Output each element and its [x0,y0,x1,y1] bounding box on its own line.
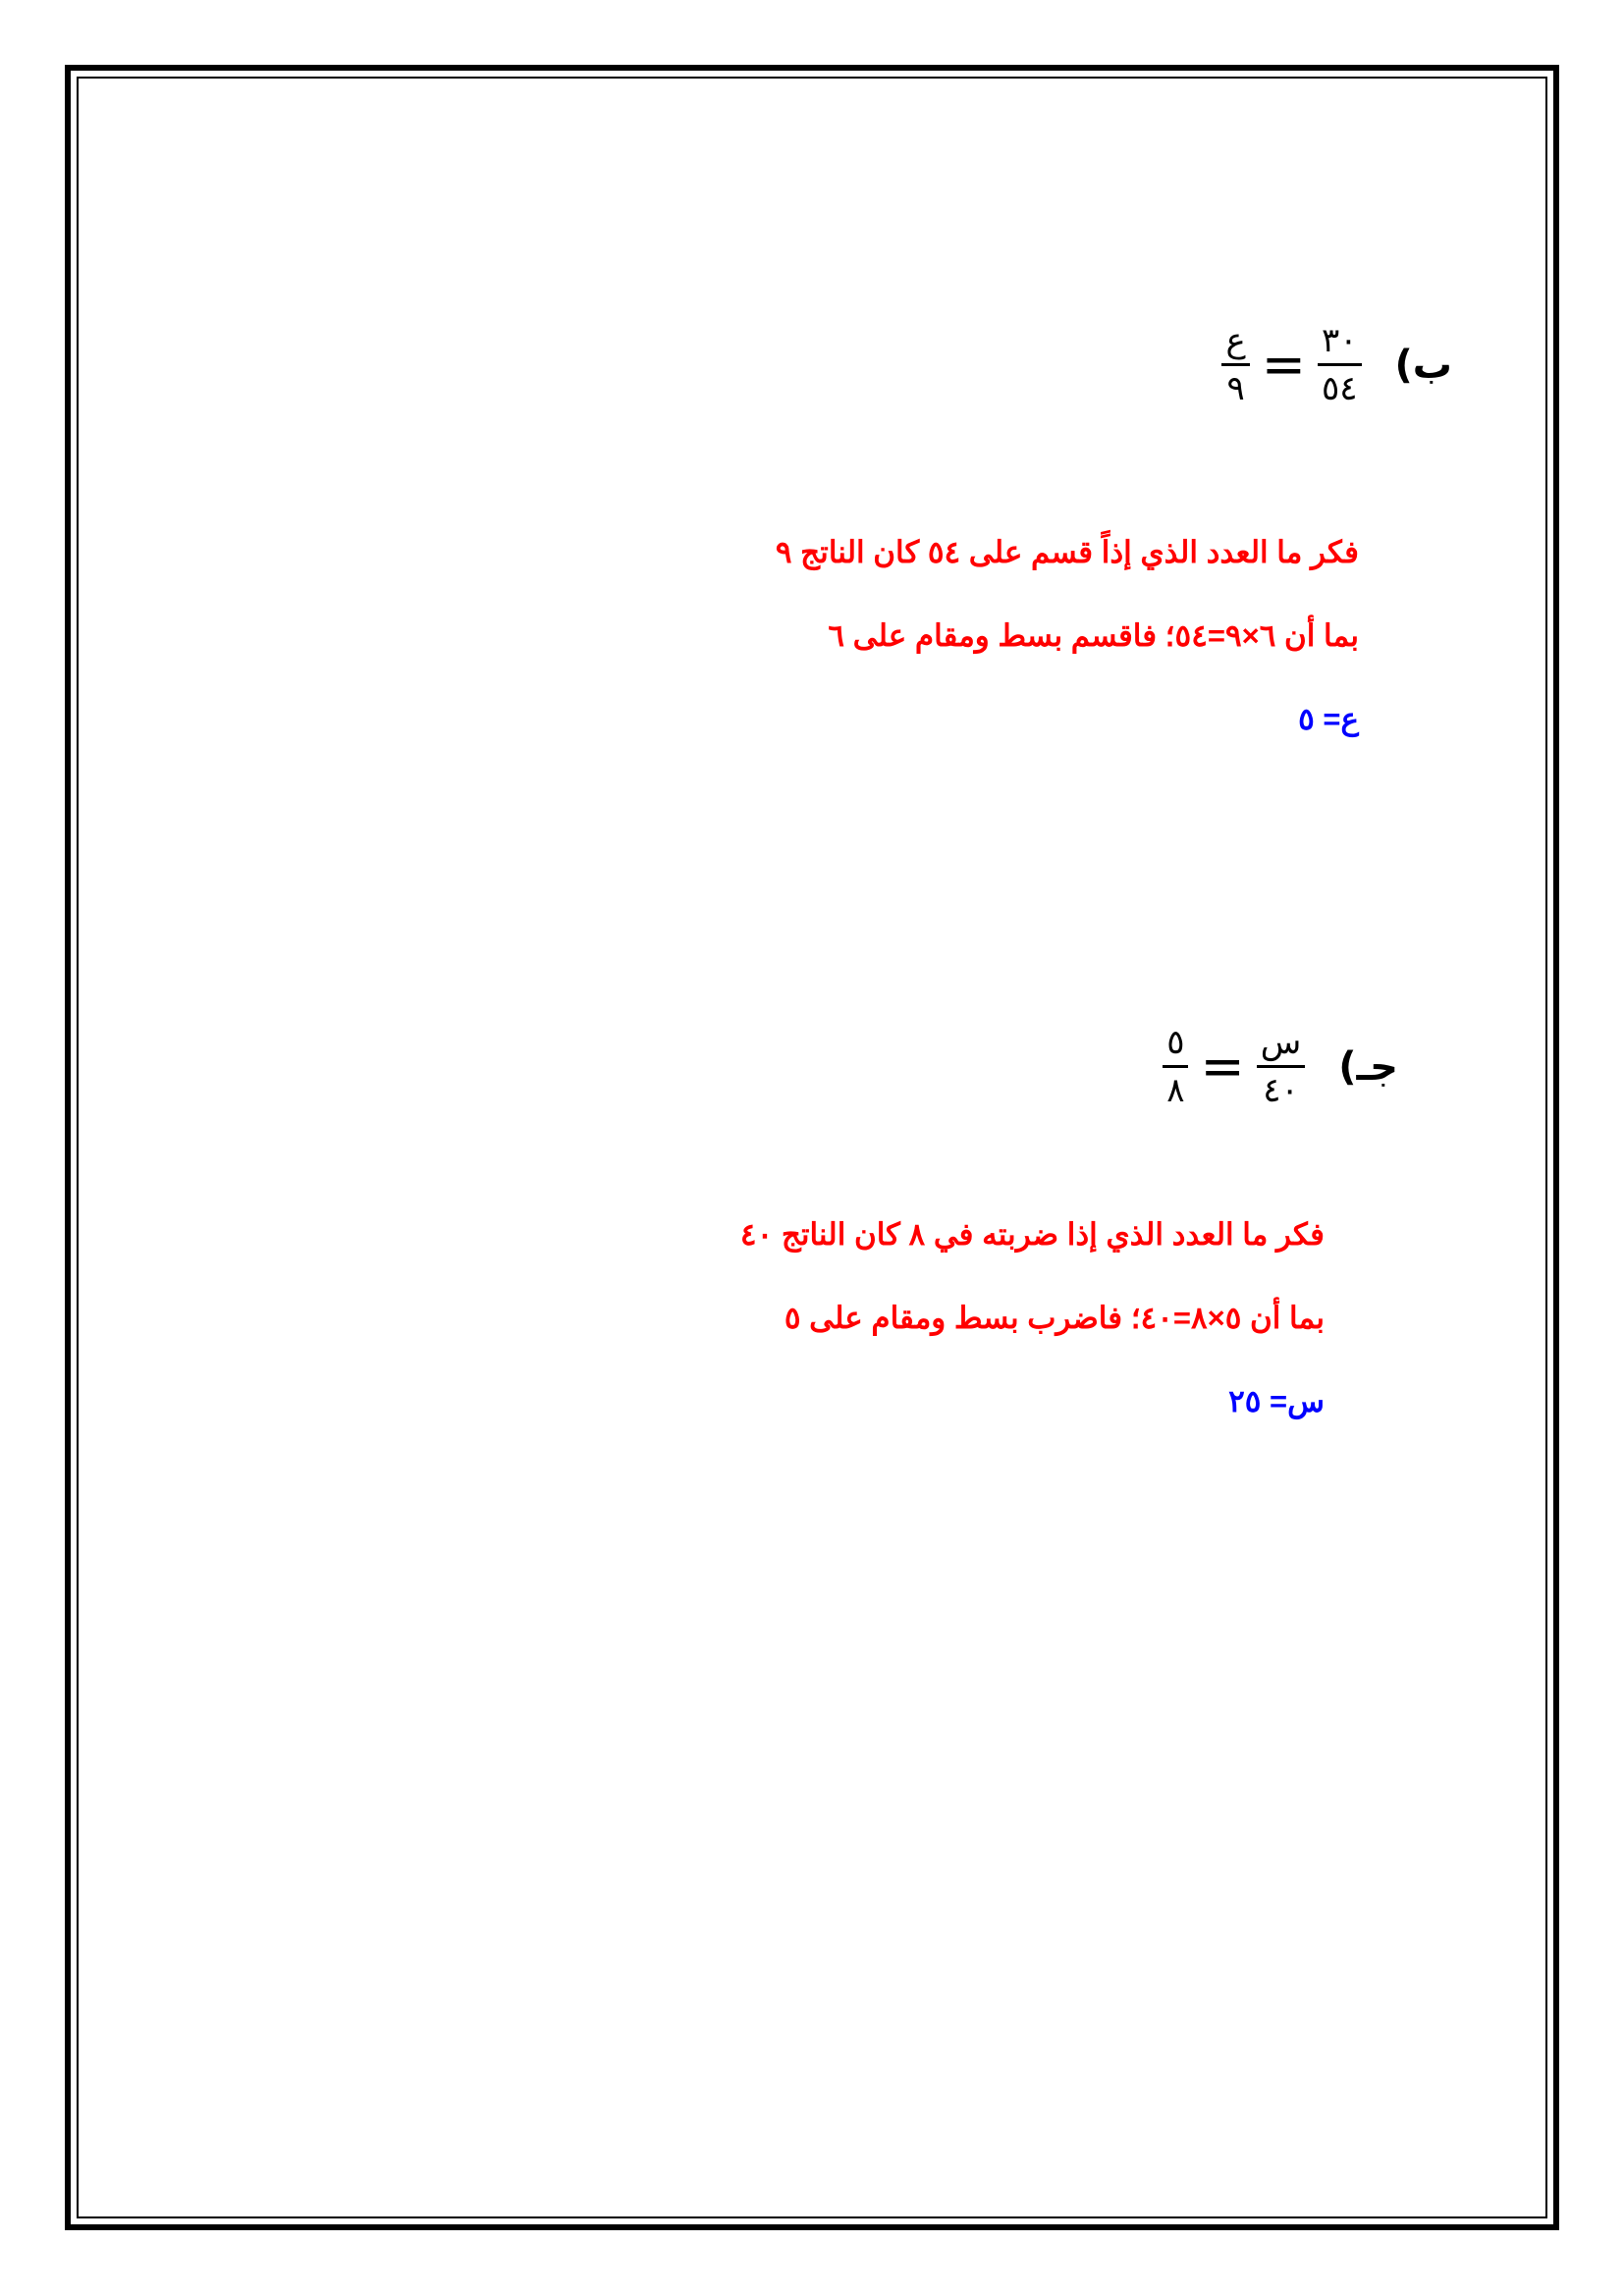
part-c-answer: س= ٢٥ [1228,1384,1325,1418]
equation-b-right-fraction [1221,321,1249,408]
equation-c-label: جـ) [1338,1043,1398,1090]
equation-c-left-fraction [1257,1023,1306,1110]
fraction-denominator: ٨ [1166,1071,1185,1110]
fraction-numerator: ع [1225,321,1246,360]
part-b-line-1: فكر ما العدد الذي إذاً قسم على ٥٤ كان الناتج ٩ [775,535,1359,569]
part-c-line-2: بما أن ٥×٨=٤٠؛ فاضرب بسط ومقام على ٥ [784,1301,1325,1335]
fraction-numerator: س [1260,1023,1302,1062]
equation-c-right-fraction [1163,1023,1188,1110]
equation-c [1163,1023,1398,1110]
part-c-line-1: فكر ما العدد الذي إذا ضربته في ٨ كان الناتج ٤٠ [739,1217,1325,1252]
part-b-answer: ع= ٥ [1298,702,1359,736]
fraction-numerator: ٥ [1166,1023,1185,1062]
fraction-denominator: ٤٠ [1263,1071,1299,1110]
fraction-numerator: ٣٠ [1321,321,1358,360]
part-b-line-2: بما أن ٦×٩=٥٤؛ فاقسم بسط ومقام على ٦ [828,618,1359,653]
equals-sign: = [1261,333,1306,396]
fraction-denominator: ٩ [1226,369,1245,408]
equation-b-label: ب) [1394,342,1452,388]
equation-b-left-fraction [1318,321,1362,408]
fraction-denominator: ٥٤ [1321,369,1358,408]
equals-sign: = [1200,1035,1245,1097]
equation-b [1221,321,1452,408]
